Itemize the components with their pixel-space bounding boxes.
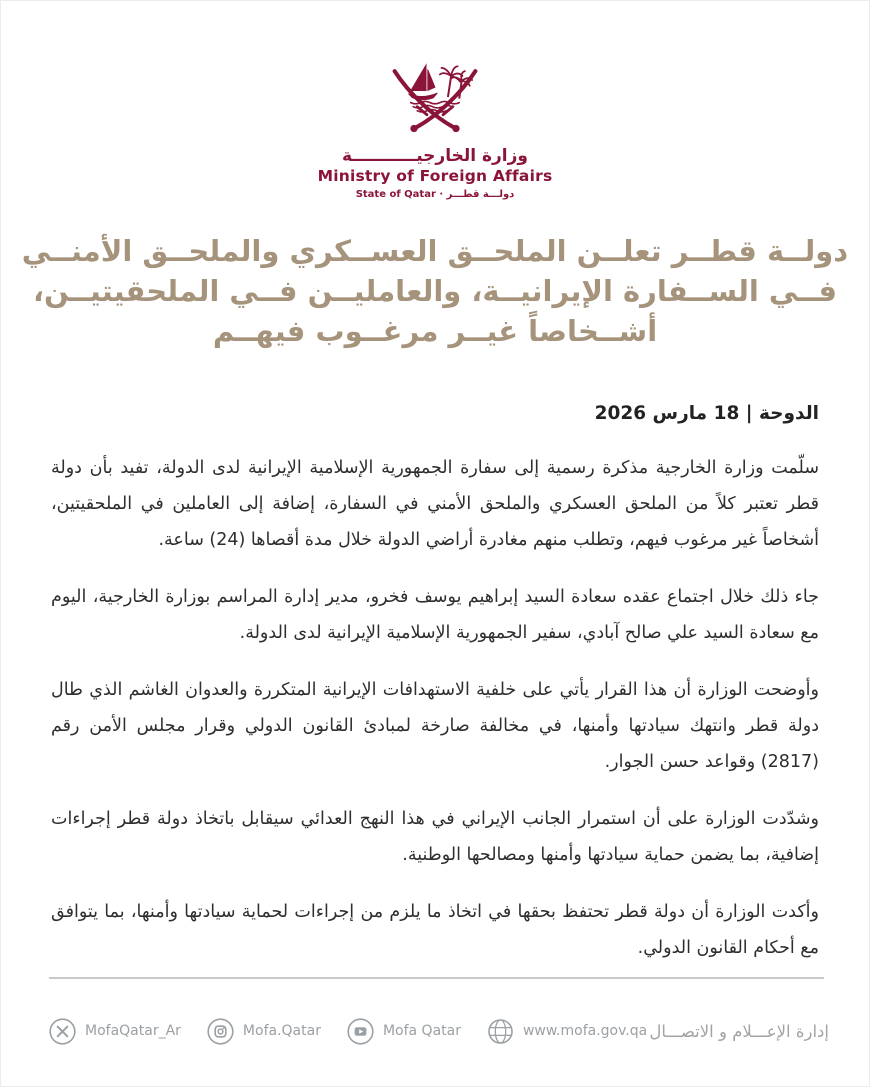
footer-divider — [49, 977, 824, 979]
department-name: إدارة الإعـــلام و الاتصـــال — [649, 1021, 829, 1041]
youtube-handle: Mofa Qatar — [382, 1023, 461, 1039]
dateline: الدوحة | 18 مارس 2026 — [594, 403, 819, 424]
website-url: www.mofa.gov.qa — [522, 1023, 648, 1039]
twitter-handle: MofaQatar_Ar — [85, 1023, 181, 1039]
youtube-link[interactable] — [347, 1018, 461, 1045]
instagram-icon — [207, 1018, 234, 1045]
instagram-link[interactable] — [207, 1018, 321, 1045]
ministry-logo — [1, 55, 869, 201]
press-release-body — [1, 450, 869, 966]
headline-line-2: فــي الســفارة الإيرانيــة، والعامليــن فــي الملحقيتيــن، — [32, 274, 838, 308]
qatar-emblem-icon — [385, 55, 485, 139]
headline-line-1: دولــة قطــر تعلــن الملحــق العســكري والملحــق الأمنــي — [21, 234, 849, 268]
ministry-name-arabic: وزارة الخارجيـــــــــــة — [342, 146, 528, 166]
globe-icon — [487, 1018, 514, 1045]
headline — [1, 231, 869, 351]
paragraph-3: وأوضحت الوزارة أن هذا القرار يأتي على خلفية الاستهدافات الإيرانية المتكررة والعدوان الغاشم الذي طال دولة قطر وانتهك سيادتها وأمنها، في مخالفة صارخة لمبادئ القانون الدولي وقرار مجلس الأمن رقم (2817) وقواعد حسن الجوار. — [51, 680, 819, 772]
instagram-handle: Mofa.Qatar — [242, 1023, 321, 1039]
x-twitter-icon — [49, 1018, 76, 1045]
youtube-icon — [347, 1018, 374, 1045]
footer — [49, 1009, 829, 1053]
paragraph-5: وأكدت الوزارة أن دولة قطر تحتفظ بحقها في اتخاذ ما يلزم من إجراءات لحماية سيادتها وأمنها، بما يتوافق مع أحكام القانون الدولي. — [51, 902, 819, 958]
paragraph-2: جاء ذلك خلال اجتماع عقده سعادة السيد إبراهيم يوسف فخرو، مدير إدارة المراسم بوزارة الخارجية، اليوم مع سعادة السيد علي صالح آبادي، سفير الجمهورية الإسلامية الإيرانية لدى الدولة. — [51, 587, 819, 643]
website-link[interactable] — [487, 1018, 647, 1045]
paragraph-1: سلّمت وزارة الخارجية مذكرة رسمية إلى سفارة الجمهورية الإسلامية الإيرانية لدى الدولة، تفيد بأن دولة قطر تعتبر كلاً من الملحق العسكري والملحق الأمني في السفارة، إضافة إلى العاملين في الملحقيتين، أشخاصاً غير مرغوب فيهم، وتطلب منهم مغادرة أراضي الدولة خلال مدة أقصاها (24) ساعة. — [51, 458, 819, 550]
headline-line-3: أشــخاصاً غيــر مرغــوب فيهــم — [212, 314, 658, 348]
social-links — [49, 1018, 647, 1045]
paragraph-4: وشدّدت الوزارة على أن استمرار الجانب الإيراني في هذا النهج العدائي سيقابل باتخاذ دولة قطر إجراءات إضافية، بما يضمن حماية سيادتها وأمنها ومصالحها الوطنية. — [51, 809, 819, 865]
state-of-qatar-line: State of Qatar · دولـــة قطـــر — [355, 189, 515, 200]
twitter-link[interactable] — [49, 1018, 181, 1045]
ministry-name-english: Ministry of Foreign Affairs — [317, 167, 553, 185]
